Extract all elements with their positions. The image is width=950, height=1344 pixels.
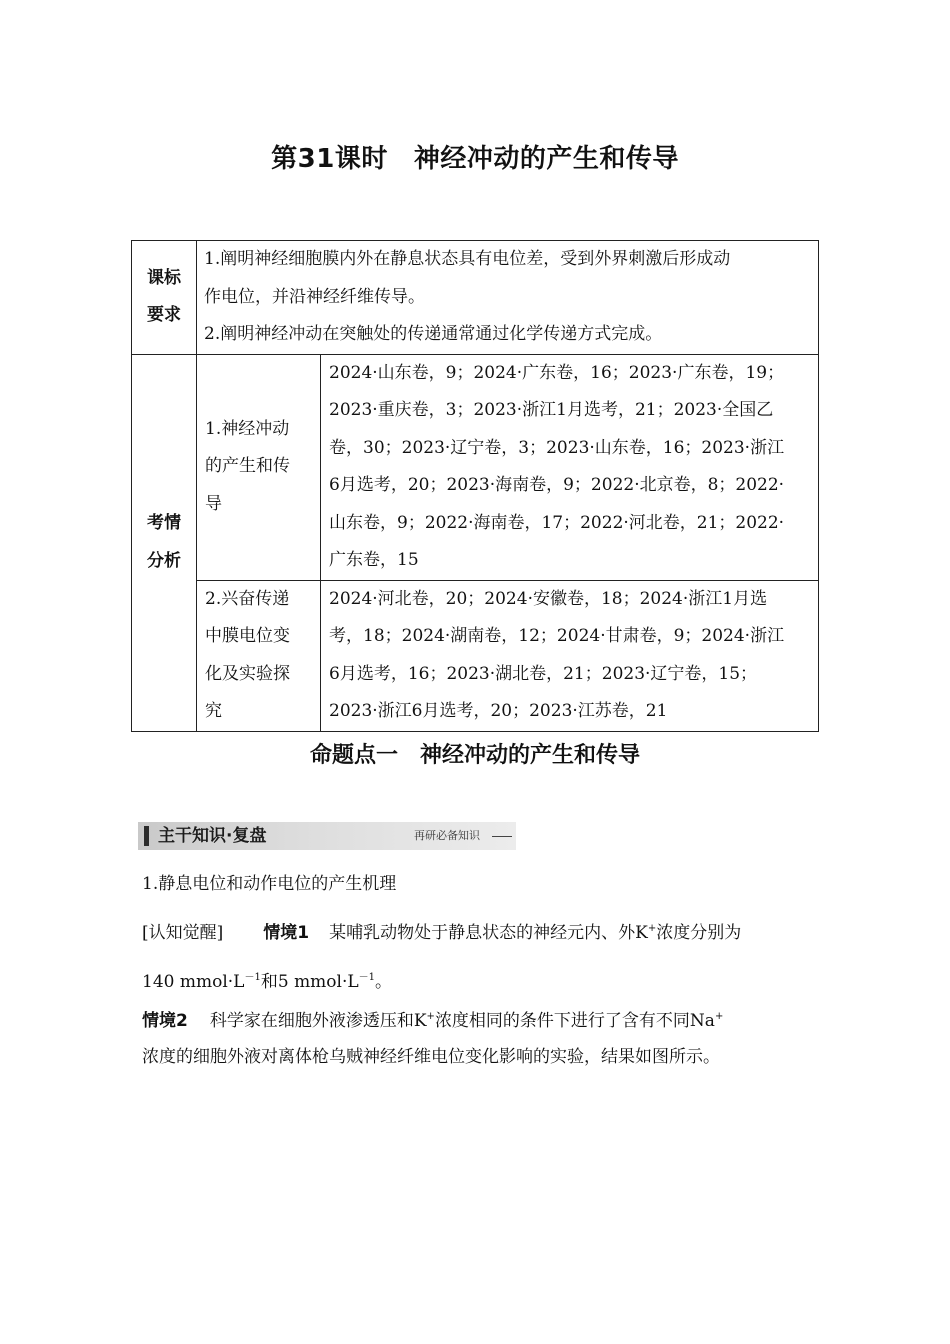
analysis-header-line: 考情 xyxy=(147,513,181,533)
scenario-1-text-cont: 浓度分别为 xyxy=(656,923,742,943)
paragraph-scenario-2-cont: 浓度的细胞外液对离体枪乌贼神经纤维电位变化影响的实验，结果如图所示。 xyxy=(142,1047,720,1067)
scenario-2-text-cont: 浓度相同的条件下进行了含有不同Na xyxy=(434,1011,715,1031)
scenario-2-label: 情境2 xyxy=(142,1011,188,1031)
citation-line: 2023·浙江6月选考，20；2023·江苏卷，21 xyxy=(329,701,668,721)
period: 。 xyxy=(375,972,393,992)
req-content-cell xyxy=(197,241,819,355)
scenario-2-text: 科学家在细胞外液渗透压和K xyxy=(209,1011,427,1031)
citation-line: 6月选考，16；2023·湖北卷，21；2023·辽宁卷，15； xyxy=(329,663,758,684)
citation-line: 2024·河北卷，20；2024·安徽卷，18；2024·浙江1月选 xyxy=(329,588,768,609)
paragraph-scenario-2 xyxy=(142,1009,723,1033)
table-row xyxy=(132,580,819,731)
analysis-header-line: 分析 xyxy=(147,550,181,571)
citation-line: 考，18；2024·湖南卷，12；2024·甘肃卷，9；2024·浙江 xyxy=(329,626,785,646)
citation-line: 2024·山东卷，9；2024·广东卷，16；2023·广东卷，19； xyxy=(329,362,785,383)
citation-line: 山东卷，9；2022·海南卷，17；2022·河北卷，21；2022· xyxy=(329,512,785,533)
superscript: + xyxy=(426,1011,435,1022)
banner-bar-icon xyxy=(144,826,149,846)
paragraph-concentration xyxy=(142,970,392,994)
page-title xyxy=(0,138,950,175)
req-header-cell xyxy=(132,241,197,355)
scenario-1-label: 情境1 xyxy=(263,923,310,943)
scenario-1-text: 某哺乳动物处于静息状态的神经元内、外K xyxy=(329,923,648,943)
superscript: + xyxy=(647,923,657,934)
topic-line: 究 xyxy=(205,701,222,721)
paragraph-scenario-1 xyxy=(142,921,741,945)
superscript: －1 xyxy=(244,972,261,983)
knowledge-banner xyxy=(138,822,516,850)
superscript: + xyxy=(714,1011,724,1022)
req-line: 2.阐明神经冲动在突触处的传递通常通过化学传递方式完成。 xyxy=(204,324,663,344)
citation-line: 2023·重庆卷，3；2023·浙江1月选考，21；2023·全国乙 xyxy=(329,400,774,420)
topic-cell xyxy=(197,354,321,580)
concentration-outer: 和5 mmol·L xyxy=(260,972,359,992)
req-line: 1.阐明神经细胞膜内外在静息状态具有电位差，受到外界刺激后形成动 xyxy=(204,249,731,269)
req-header-line: 课标 xyxy=(147,267,181,288)
banner-rule xyxy=(492,836,512,837)
citation-line: 6月选考，20；2023·海南卷，9；2022·北京卷，8；2022· xyxy=(329,475,785,495)
curriculum-table xyxy=(131,240,819,732)
citation-line: 卷，30；2023·辽宁卷，3；2023·山东卷，16；2023·浙江 xyxy=(329,437,785,458)
concentration-inner: 140 mmol·L xyxy=(142,972,245,992)
lesson-number: 第31课时 xyxy=(271,144,388,174)
topic-line: 导 xyxy=(205,493,222,514)
req-header-line: 要求 xyxy=(147,305,181,326)
topic-line: 2.兴奋传递 xyxy=(205,588,290,609)
citation-cell xyxy=(321,354,819,580)
topic-line: 中膜电位变 xyxy=(205,626,290,646)
lesson-topic: 神经冲动的产生和传导 xyxy=(413,144,679,174)
banner-title: 主干知识·复盘 xyxy=(158,826,267,846)
topic-line: 化及实验探 xyxy=(205,663,290,684)
heading-mechanism: 1.静息电位和动作电位的产生机理 xyxy=(142,874,397,894)
table-row xyxy=(132,241,819,355)
citation-line: 广东卷，15 xyxy=(329,550,419,570)
banner-subtitle: 再研必备知识 xyxy=(414,829,480,842)
citation-cell xyxy=(321,580,819,731)
insight-tag: [认知觉醒] xyxy=(142,923,224,943)
analysis-header-cell xyxy=(132,354,197,731)
topic-line: 的产生和传 xyxy=(205,456,290,477)
section-topic: 神经冲动的产生和传导 xyxy=(420,743,641,768)
section-title xyxy=(0,738,950,769)
section-label: 命题点一 xyxy=(309,743,398,768)
superscript: －1 xyxy=(358,972,376,983)
topic-cell xyxy=(197,580,321,731)
table-row xyxy=(132,354,819,580)
topic-line: 1.神经冲动 xyxy=(205,418,290,439)
req-line: 作电位，并沿神经纤维传导。 xyxy=(204,286,425,307)
